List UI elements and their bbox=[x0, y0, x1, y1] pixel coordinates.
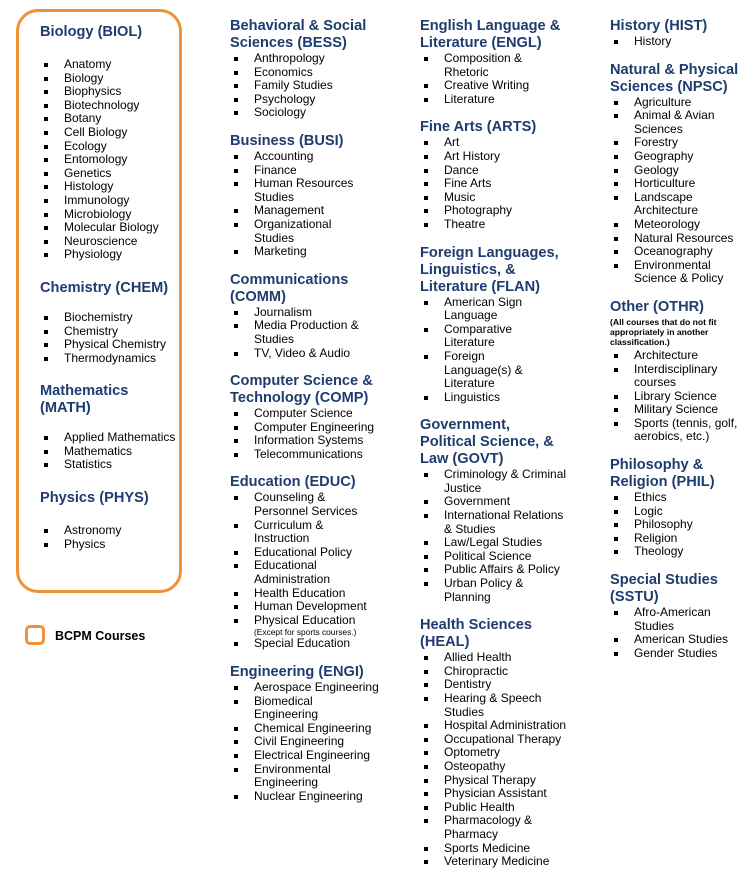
section-heading: History (HIST) bbox=[610, 18, 708, 34]
course-list bbox=[420, 296, 550, 405]
course-list bbox=[230, 52, 380, 120]
list-item: Meteorology bbox=[610, 218, 738, 232]
course-list bbox=[40, 524, 185, 551]
list-item: Music bbox=[420, 191, 570, 205]
list-item: Curriculum & Instruction bbox=[230, 519, 380, 546]
section-comm bbox=[230, 272, 380, 360]
list-item: Library Science bbox=[610, 390, 746, 404]
list-item: Interdisciplinary courses bbox=[610, 363, 746, 390]
list-item: TV, Video & Audio bbox=[230, 347, 380, 361]
list-item: Veterinary Medicine bbox=[420, 855, 570, 869]
section-busi bbox=[230, 133, 380, 259]
section-phys bbox=[40, 490, 185, 551]
section-heading: Communications (COMM) bbox=[230, 271, 349, 305]
bcpm-legend-swatch bbox=[25, 625, 45, 645]
list-item: Art bbox=[420, 136, 570, 150]
list-item: Biology bbox=[40, 72, 185, 86]
section-note: (All courses that do not fit appropriately in another classification.) bbox=[610, 316, 717, 347]
list-item: International Relations & Studies bbox=[420, 509, 570, 536]
list-item: Allied Health bbox=[420, 651, 570, 665]
list-item: Urban Policy & Planning bbox=[420, 577, 570, 604]
list-item: Histology bbox=[40, 180, 185, 194]
list-item: Nuclear Engineering bbox=[230, 790, 380, 804]
section-engl bbox=[420, 18, 570, 106]
list-item: Theology bbox=[610, 545, 746, 559]
list-item: Thermodynamics bbox=[40, 352, 185, 366]
list-item: Physician Assistant bbox=[420, 787, 570, 801]
section-heading: English Language & Literature (ENGL) bbox=[420, 18, 561, 51]
section-heal bbox=[420, 617, 570, 869]
list-item: Occupational Therapy bbox=[420, 733, 570, 747]
list-item: Chemical Engineering bbox=[230, 722, 380, 736]
course-list bbox=[610, 96, 738, 286]
list-item: American Sign Language bbox=[420, 296, 550, 323]
section-engi bbox=[230, 664, 380, 803]
list-item: Human Development bbox=[230, 600, 380, 614]
list-item: Biotechnology bbox=[40, 99, 185, 113]
list-item: Architecture bbox=[610, 349, 746, 363]
section-phil bbox=[610, 457, 746, 559]
list-item: Hospital Administration bbox=[420, 719, 570, 733]
list-item: Ecology bbox=[40, 140, 185, 154]
list-item: Religion bbox=[610, 532, 746, 546]
list-item: Geography bbox=[610, 150, 738, 164]
list-item: Computer Science bbox=[230, 407, 380, 421]
list-item: Physical Therapy bbox=[420, 774, 570, 788]
section-heading: Health Sciences (HEAL) bbox=[420, 617, 532, 651]
section-npsc bbox=[610, 62, 746, 286]
list-item: Physics bbox=[40, 538, 185, 552]
column-3 bbox=[420, 0, 570, 869]
course-list bbox=[230, 681, 380, 803]
list-item: Neuroscience bbox=[40, 235, 185, 249]
list-item: Public Health bbox=[420, 801, 570, 815]
section-heading: Foreign Languages, Linguistics, & Literature (FLAN) bbox=[420, 244, 559, 295]
list-item: Psychology bbox=[230, 93, 380, 107]
list-item: Chemistry bbox=[40, 325, 185, 339]
course-list bbox=[420, 651, 570, 869]
section-sstu bbox=[610, 572, 746, 660]
list-item: Horticulture bbox=[610, 177, 738, 191]
section-heading: Mathematics (MATH) bbox=[40, 383, 129, 417]
list-item: Sports (tennis, golf, aerobics, etc.) bbox=[610, 417, 746, 444]
list-item: Anthropology bbox=[230, 52, 380, 66]
course-list bbox=[420, 136, 570, 231]
list-item: Osteopathy bbox=[420, 760, 570, 774]
list-item: Dance bbox=[420, 164, 570, 178]
course-list bbox=[610, 35, 746, 49]
section-comp bbox=[230, 373, 380, 461]
section-heading: Other (OTHR) bbox=[610, 298, 705, 315]
section-othr bbox=[610, 299, 746, 444]
section-heading: Education (EDUC) bbox=[230, 474, 356, 491]
list-item: Political Science bbox=[420, 550, 570, 564]
list-item: Marketing bbox=[230, 245, 355, 259]
section-bess bbox=[230, 18, 380, 120]
course-list bbox=[230, 150, 355, 259]
section-arts bbox=[420, 119, 570, 231]
list-item: Foreign Language(s) & Literature bbox=[420, 350, 550, 391]
list-item: Afro-American Studies bbox=[610, 606, 746, 633]
section-flan bbox=[420, 245, 570, 405]
list-item: Animal & Avian Sciences bbox=[610, 109, 738, 136]
course-list bbox=[420, 52, 545, 106]
section-heading: Chemistry (CHEM) bbox=[40, 279, 169, 296]
list-item: Literature bbox=[420, 93, 545, 107]
list-item: Comparative Literature bbox=[420, 323, 550, 350]
list-item: Educational Policy bbox=[230, 546, 380, 560]
list-item: Gender Studies bbox=[610, 647, 746, 661]
list-item: Organizational Studies bbox=[230, 218, 355, 245]
course-list bbox=[40, 431, 185, 472]
list-item: Photography bbox=[420, 204, 570, 218]
section-heading: Physics (PHYS) bbox=[40, 490, 149, 507]
list-item: Physiology bbox=[40, 248, 185, 262]
section-heading: Business (BUSI) bbox=[230, 132, 344, 149]
course-list bbox=[230, 306, 380, 360]
list-item: Forestry bbox=[610, 136, 738, 150]
list-item: Mathematics bbox=[40, 445, 185, 459]
section-math bbox=[40, 383, 185, 472]
list-item: Human Resources Studies bbox=[230, 177, 355, 204]
list-item: Computer Engineering bbox=[230, 421, 380, 435]
section-heading: Fine Arts (ARTS) bbox=[420, 119, 537, 136]
list-item: Biochemistry bbox=[40, 311, 185, 325]
list-item: Information Systems bbox=[230, 434, 380, 448]
list-item: Sociology bbox=[230, 106, 380, 120]
list-item: Composition & Rhetoric bbox=[420, 52, 545, 79]
list-item: Molecular Biology bbox=[40, 221, 185, 235]
list-item bbox=[230, 614, 380, 638]
list-item: Law/Legal Studies bbox=[420, 536, 570, 550]
list-item: Media Production & Studies bbox=[230, 319, 380, 346]
course-list bbox=[420, 468, 570, 604]
list-item: Statistics bbox=[40, 458, 185, 472]
course-list bbox=[230, 491, 380, 651]
list-item: Philosophy bbox=[610, 518, 746, 532]
list-item: Environmental Engineering bbox=[230, 763, 380, 790]
list-item: Botany bbox=[40, 112, 185, 126]
list-item: Chiropractic bbox=[420, 665, 570, 679]
bcpm-legend-label: BCPM Courses bbox=[55, 629, 146, 643]
section-heading: Computer Science & Technology (COMP) bbox=[230, 373, 373, 407]
list-item: Government bbox=[420, 495, 570, 509]
list-item: Immunology bbox=[40, 194, 185, 208]
section-govt bbox=[420, 417, 570, 604]
list-item: Agriculture bbox=[610, 96, 738, 110]
section-hist bbox=[610, 18, 746, 49]
list-item: History bbox=[610, 35, 746, 49]
list-item: Public Affairs & Policy bbox=[420, 563, 570, 577]
list-item: Dentistry bbox=[420, 678, 570, 692]
list-item: Economics bbox=[230, 66, 380, 80]
section-heading: Government, Political Science, & Law (GOVT) bbox=[420, 417, 554, 468]
list-item: Linguistics bbox=[420, 391, 550, 405]
section-heading: Biology (BIOL) bbox=[40, 24, 143, 40]
list-item: Educational Administration bbox=[230, 559, 380, 586]
list-item: Military Science bbox=[610, 403, 746, 417]
list-item: Health Education bbox=[230, 587, 380, 601]
list-item: Electrical Engineering bbox=[230, 749, 380, 763]
list-item: Anatomy bbox=[40, 58, 185, 72]
section-heading: Special Studies (SSTU) bbox=[610, 572, 718, 606]
course-list bbox=[230, 407, 380, 461]
course-list bbox=[610, 491, 746, 559]
list-item-note: (Except for sports courses.) bbox=[254, 627, 357, 638]
list-item: Special Education bbox=[230, 637, 380, 651]
list-item: Family Studies bbox=[230, 79, 380, 93]
list-item: Optometry bbox=[420, 746, 570, 760]
list-item: Oceanography bbox=[610, 245, 738, 259]
list-item: Applied Mathematics bbox=[40, 431, 185, 445]
list-item: Natural Resources bbox=[610, 232, 738, 246]
list-item: Genetics bbox=[40, 167, 185, 181]
list-item: Logic bbox=[610, 505, 746, 519]
course-list bbox=[40, 311, 185, 365]
list-item: Cell Biology bbox=[40, 126, 185, 140]
section-heading: Engineering (ENGI) bbox=[230, 664, 364, 680]
section-heading: Behavioral & Social Sciences (BESS) bbox=[230, 18, 367, 51]
list-item: Counseling & Personnel Services bbox=[230, 491, 380, 518]
list-item: Theatre bbox=[420, 218, 570, 232]
column-bcpm bbox=[40, 0, 185, 551]
list-item: Management bbox=[230, 204, 355, 218]
course-list bbox=[610, 606, 746, 660]
section-heading: Natural & Physical Sciences (NPSC) bbox=[610, 61, 739, 95]
list-item: Pharmacology & Pharmacy bbox=[420, 814, 570, 841]
section-biol bbox=[40, 24, 185, 262]
list-item: Art History bbox=[420, 150, 570, 164]
list-item: Accounting bbox=[230, 150, 355, 164]
course-list bbox=[610, 349, 746, 444]
list-item: Environmental Science & Policy bbox=[610, 259, 738, 286]
column-2 bbox=[230, 0, 380, 803]
list-item: Biomedical Engineering bbox=[230, 695, 380, 722]
list-item: American Studies bbox=[610, 633, 746, 647]
section-educ bbox=[230, 474, 380, 651]
list-item: Criminology & Criminal Justice bbox=[420, 468, 570, 495]
course-list bbox=[40, 58, 185, 262]
list-item: Creative Writing bbox=[420, 79, 545, 93]
list-item: Fine Arts bbox=[420, 177, 570, 191]
list-item: Biophysics bbox=[40, 85, 185, 99]
list-item: Journalism bbox=[230, 306, 380, 320]
list-item: Aerospace Engineering bbox=[230, 681, 380, 695]
list-item: Finance bbox=[230, 164, 355, 178]
section-heading: Philosophy & Religion (PHIL) bbox=[610, 457, 715, 491]
list-item: Hearing & Speech Studies bbox=[420, 692, 570, 719]
list-item: Ethics bbox=[610, 491, 746, 505]
list-item: Microbiology bbox=[40, 208, 185, 222]
list-item: Physical Chemistry bbox=[40, 338, 185, 352]
list-item: Astronomy bbox=[40, 524, 185, 538]
list-item: Sports Medicine bbox=[420, 842, 570, 856]
list-item: Civil Engineering bbox=[230, 735, 380, 749]
list-item: Telecommunications bbox=[230, 448, 380, 462]
list-item-label: Physical Education bbox=[254, 612, 356, 627]
column-4 bbox=[610, 0, 746, 660]
list-item: Entomology bbox=[40, 153, 185, 167]
section-chem bbox=[40, 280, 185, 365]
list-item: Geology bbox=[610, 164, 738, 178]
list-item: Landscape Architecture bbox=[610, 191, 738, 218]
